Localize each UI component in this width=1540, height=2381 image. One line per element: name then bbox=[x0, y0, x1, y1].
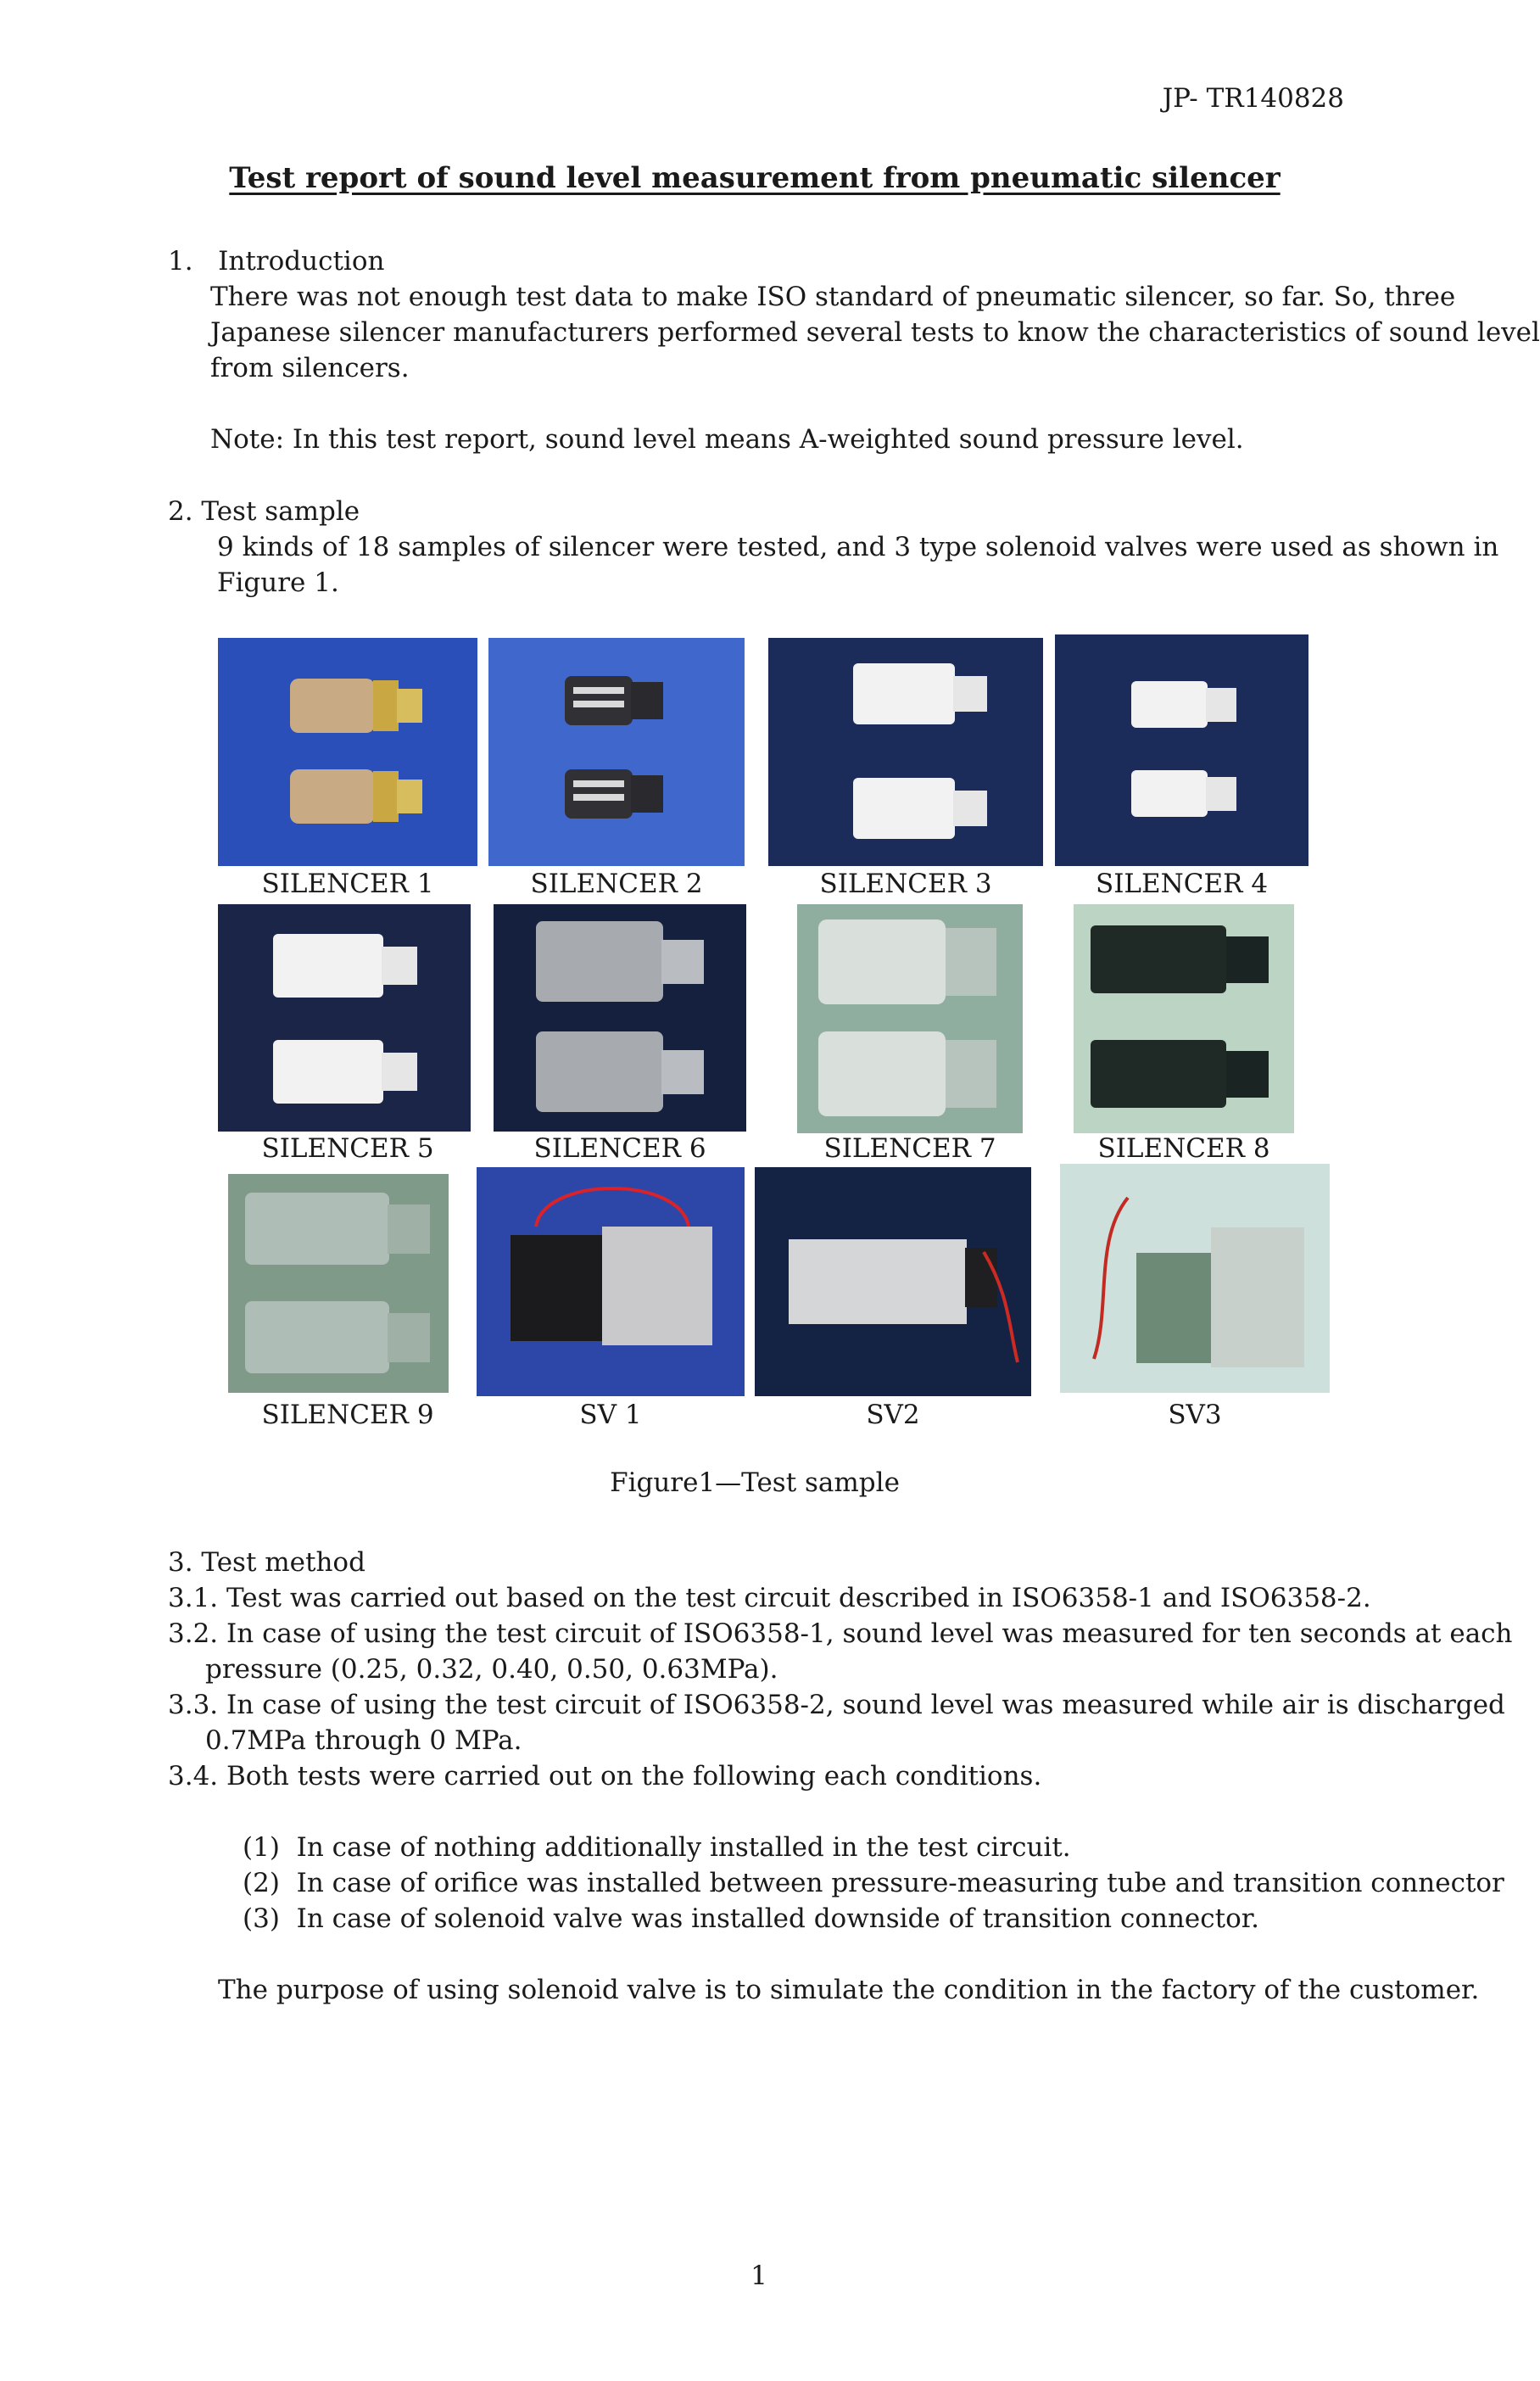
section-3-heading: 3. Test method bbox=[168, 1547, 365, 1578]
report-title: Test report of sound level measurement from pneumatic silencer bbox=[229, 161, 1281, 195]
caption-silencer-2: SILENCER 2 bbox=[530, 869, 703, 899]
section-2-heading: 2. Test sample bbox=[168, 496, 360, 527]
method-item-3-2-cont: pressure (0.25, 0.32, 0.40, 0.50, 0.63MPa). bbox=[205, 1654, 778, 1685]
caption-silencer-9: SILENCER 9 bbox=[261, 1400, 434, 1430]
method-item-3-4: 3.4. Both tests were carried out on the following each conditions. bbox=[168, 1761, 1042, 1791]
silencer-5-photo bbox=[218, 904, 471, 1132]
caption-silencer-8: SILENCER 8 bbox=[1097, 1133, 1270, 1164]
silencer-2-photo bbox=[488, 638, 745, 866]
sv-3-photo bbox=[1060, 1164, 1330, 1393]
method-item-3-2: 3.2. In case of using the test circuit of ISO6358-1, sound level was measured for ten seconds at each bbox=[168, 1618, 1513, 1649]
condition-1: (1) In case of nothing additionally installed in the test circuit. bbox=[243, 1832, 1071, 1863]
silencer-9-photo bbox=[228, 1174, 449, 1393]
sample-line-1: 9 kinds of 18 samples of silencer were tested, and 3 type solenoid valves were used as shown in bbox=[217, 532, 1499, 562]
method-item-3-3-cont: 0.7MPa through 0 MPa. bbox=[205, 1725, 522, 1756]
sv-2-photo bbox=[755, 1167, 1031, 1396]
sv-1-photo bbox=[477, 1167, 745, 1396]
intro-line-3: from silencers. bbox=[210, 353, 410, 383]
purpose-text: The purpose of using solenoid valve is to simulate the condition in the factory of the customer. bbox=[218, 1975, 1480, 2005]
silencer-1-photo bbox=[218, 638, 477, 866]
caption-silencer-6: SILENCER 6 bbox=[533, 1133, 706, 1164]
silencer-7-photo bbox=[797, 904, 1023, 1133]
condition-2: (2) In case of orifice was installed between pressure-measuring tube and transition connector bbox=[243, 1868, 1504, 1898]
caption-silencer-3: SILENCER 3 bbox=[819, 869, 992, 899]
caption-sv-2: SV2 bbox=[866, 1400, 920, 1430]
caption-silencer-1: SILENCER 1 bbox=[261, 869, 434, 899]
method-item-3-1: 3.1. Test was carried out based on the test circuit described in ISO6358-1 and ISO6358-2. bbox=[168, 1583, 1371, 1613]
sample-line-2: Figure 1. bbox=[217, 567, 339, 598]
silencer-3-photo bbox=[768, 638, 1043, 866]
section-1-heading: 1. Introduction bbox=[168, 246, 385, 277]
intro-line-1: There was not enough test data to make ISO standard of pneumatic silencer, so far. So, three bbox=[210, 282, 1456, 312]
intro-line-2: Japanese silencer manufacturers performed several tests to know the characteristics of sound level bbox=[210, 317, 1540, 348]
figure-caption: Figure1—Test sample bbox=[610, 1467, 900, 1498]
silencer-8-photo bbox=[1074, 904, 1294, 1133]
silencer-4-photo bbox=[1055, 634, 1308, 866]
intro-note: Note: In this test report, sound level means A-weighted sound pressure level. bbox=[210, 424, 1244, 455]
caption-silencer-5: SILENCER 5 bbox=[261, 1133, 434, 1164]
document-id: JP- TR140828 bbox=[1162, 83, 1344, 114]
caption-sv-3: SV3 bbox=[1168, 1400, 1222, 1430]
silencer-6-photo bbox=[494, 904, 746, 1132]
caption-silencer-4: SILENCER 4 bbox=[1095, 869, 1269, 899]
page-number: 1 bbox=[750, 2261, 767, 2291]
method-item-3-3: 3.3. In case of using the test circuit of ISO6358-2, sound level was measured while air is discharged bbox=[168, 1690, 1505, 1720]
caption-sv-1: SV 1 bbox=[579, 1400, 642, 1430]
caption-silencer-7: SILENCER 7 bbox=[823, 1133, 996, 1164]
condition-3: (3) In case of solenoid valve was installed downside of transition connector. bbox=[243, 1903, 1260, 1934]
